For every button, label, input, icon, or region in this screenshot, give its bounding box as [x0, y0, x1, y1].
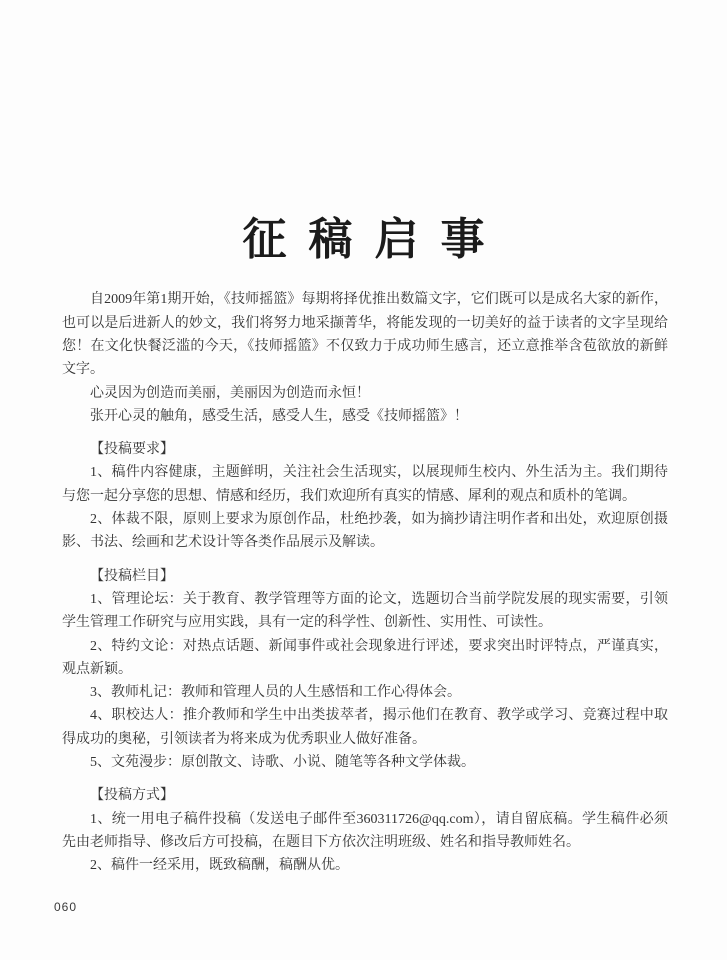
columns-item-5: 5、文苑漫步：原创散文、诗歌、小说、随笔等各种文学体裁。	[90, 755, 475, 771]
columns-item-3: 3、教师札记：教师和管理人员的人生感悟和工作心得体会。	[90, 685, 461, 701]
document-body	[62, 288, 668, 877]
columns-item-1: 1、管理论坛：关于教育、教学管理等方面的论文，选题切合当前学院发展的现实需要，引领学生管理工作研究与应用实践，具有一定的科学性、创新性、实用性、可读性。	[62, 591, 668, 631]
slogan-line-1: 心灵因为创造而美丽，美丽因为创造而永恒！	[90, 385, 370, 401]
section-heading-submission-method: 【投稿方式】	[90, 788, 174, 804]
submission-item-2: 2、稿件一经采用，既致稿酬，稿酬从优。	[90, 858, 349, 874]
intro-paragraph: 自2009年第1期开始，《技师摇篮》每期将择优推出数篇文字，它们既可以是成名大家的新作，也可以是后进新人的妙文，我们将努力地采撷菁华，将能发现的一切美好的益于读者的文字呈现给您！在文化快餐泛滥的今天，《技师摇篮》不仅致力于成功师生感言，还立意推举含苞欲放的新鲜文字。	[62, 292, 668, 378]
columns-item-4: 4、职校达人：推介教师和学生中出类拔萃者，揭示他们在教育、教学或学习、竞赛过程中取得成功的奥秘，引领读者为将来成为优秀职业人做好准备。	[62, 708, 668, 747]
section-heading-requirements: 【投稿要求】	[90, 442, 174, 458]
requirements-item-2: 2、体裁不限，原则上要求为原创作品，杜绝抄袭，如为摘抄请注明作者和出处，欢迎原创摄影、书法、绘画和艺术设计等各类作品展示及解读。	[62, 512, 668, 551]
columns-item-2: 2、特约文论：对热点话题、新闻事件或社会现象进行评述，要求突出时评特点，严谨真实，观点新颖。	[62, 638, 668, 677]
section-heading-columns: 【投稿栏目】	[90, 568, 174, 584]
submission-item-1: 1、统一用电子稿件投稿（发送电子邮件至360311726@qq.com），请自留底稿。学生稿件必须先由老师指导、修改后方可投稿，在题目下方依次注明班级、姓名和指导教师姓名。	[62, 811, 668, 850]
slogan-line-2: 张开心灵的触角，感受生活，感受人生，感受《技师摇篮》！	[90, 408, 468, 424]
page-number: 060	[54, 900, 78, 914]
page-title: 征稿启事	[242, 215, 507, 264]
requirements-item-1: 1、稿件内容健康，主题鲜明，关注社会生活现实，以展现师生校内、外生活为主。我们期待与您一起分享您的思想、情感和经历，我们欢迎所有真实的情感、犀利的观点和质朴的笔调。	[62, 465, 668, 504]
